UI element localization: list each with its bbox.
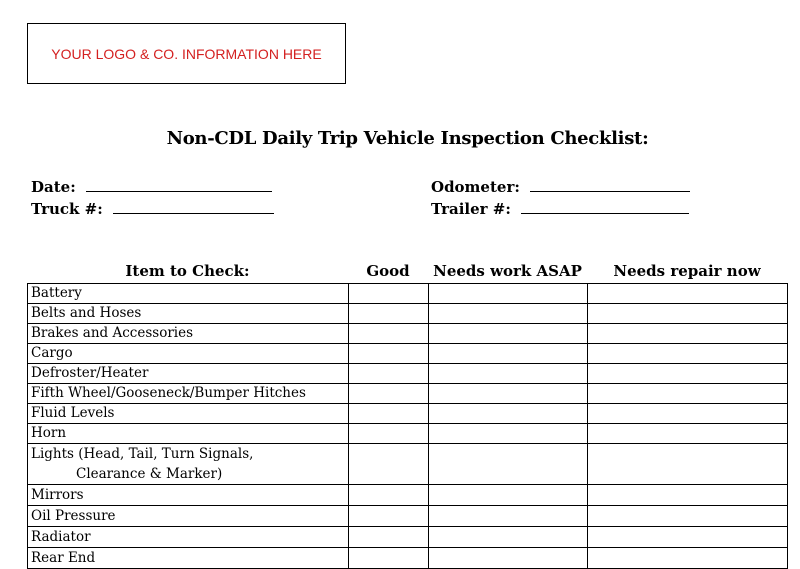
good-cell[interactable] [349,506,429,527]
repair-cell[interactable] [588,548,788,569]
item-cell: Battery [28,284,349,304]
asap-cell[interactable] [429,485,588,506]
odometer-field[interactable] [431,178,690,196]
item-cell: Cargo [28,344,349,364]
date-label: Date: [31,178,76,196]
repair-cell[interactable] [588,384,788,404]
good-cell[interactable] [349,384,429,404]
item-cell: Lights (Head, Tail, Turn Signals, [28,444,349,465]
good-cell[interactable] [349,548,429,569]
asap-cell[interactable] [429,284,588,304]
repair-cell[interactable] [588,304,788,324]
table-row [28,465,788,485]
table-row [28,304,788,324]
logo-placeholder-text: YOUR LOGO & CO. INFORMATION HERE [51,45,322,62]
table-row [28,404,788,424]
trailer-line[interactable] [521,213,689,214]
table-row [28,506,788,527]
logo-placeholder-box [27,23,346,84]
good-cell[interactable] [349,284,429,304]
table-row [28,284,788,304]
table-row [28,384,788,404]
checklist-table [27,283,788,569]
good-cell[interactable] [349,364,429,384]
repair-cell[interactable] [588,506,788,527]
asap-cell[interactable] [429,384,588,404]
good-cell[interactable] [349,344,429,364]
truck-field[interactable] [31,200,274,218]
item-cell: Defroster/Heater [28,364,349,384]
item-cell: Horn [28,424,349,444]
item-cell: Radiator [28,527,349,548]
asap-cell[interactable] [429,344,588,364]
good-cell[interactable] [349,465,429,485]
page-title: Non-CDL Daily Trip Vehicle Inspection Checklist: [166,128,649,149]
asap-cell[interactable] [429,506,588,527]
good-cell[interactable] [349,527,429,548]
asap-cell[interactable] [429,548,588,569]
good-cell[interactable] [349,424,429,444]
asap-cell[interactable] [429,324,588,344]
odometer-line[interactable] [530,191,690,192]
table-headers [0,262,800,282]
header-repair: Needs repair now [613,262,761,280]
table-row [28,364,788,384]
item-cell: Fluid Levels [28,404,349,424]
good-cell[interactable] [349,324,429,344]
repair-cell[interactable] [588,324,788,344]
item-cell: Belts and Hoses [28,304,349,324]
table-row [28,548,788,569]
asap-cell[interactable] [429,364,588,384]
table-row [28,527,788,548]
good-cell[interactable] [349,404,429,424]
asap-cell[interactable] [429,465,588,485]
truck-label: Truck #: [31,200,103,218]
truck-line[interactable] [113,213,274,214]
asap-cell[interactable] [429,424,588,444]
repair-cell[interactable] [588,364,788,384]
odometer-label: Odometer: [431,178,520,196]
date-line[interactable] [86,191,272,192]
repair-cell[interactable] [588,284,788,304]
asap-cell[interactable] [429,444,588,465]
item-cell: Fifth Wheel/Gooseneck/Bumper Hitches [28,384,349,404]
good-cell[interactable] [349,485,429,506]
header-asap: Needs work ASAP [433,262,582,280]
date-field[interactable] [31,178,272,196]
asap-cell[interactable] [429,527,588,548]
item-cell: Brakes and Accessories [28,324,349,344]
table-row [28,324,788,344]
table-row [28,424,788,444]
table-row [28,444,788,465]
repair-cell[interactable] [588,465,788,485]
repair-cell[interactable] [588,344,788,364]
asap-cell[interactable] [429,304,588,324]
table-row [28,485,788,506]
table-row [28,344,788,364]
repair-cell[interactable] [588,444,788,465]
good-cell[interactable] [349,304,429,324]
item-cell: Oil Pressure [28,506,349,527]
repair-cell[interactable] [588,527,788,548]
repair-cell[interactable] [588,404,788,424]
item-cell: Rear End [28,548,349,569]
trailer-field[interactable] [431,200,689,218]
trailer-label: Trailer #: [431,200,511,218]
item-cell: Clearance & Marker) [28,465,349,485]
repair-cell[interactable] [588,424,788,444]
asap-cell[interactable] [429,404,588,424]
good-cell[interactable] [349,444,429,465]
item-cell: Mirrors [28,485,349,506]
header-item: Item to Check: [125,262,250,280]
header-good: Good [366,262,410,280]
repair-cell[interactable] [588,485,788,506]
